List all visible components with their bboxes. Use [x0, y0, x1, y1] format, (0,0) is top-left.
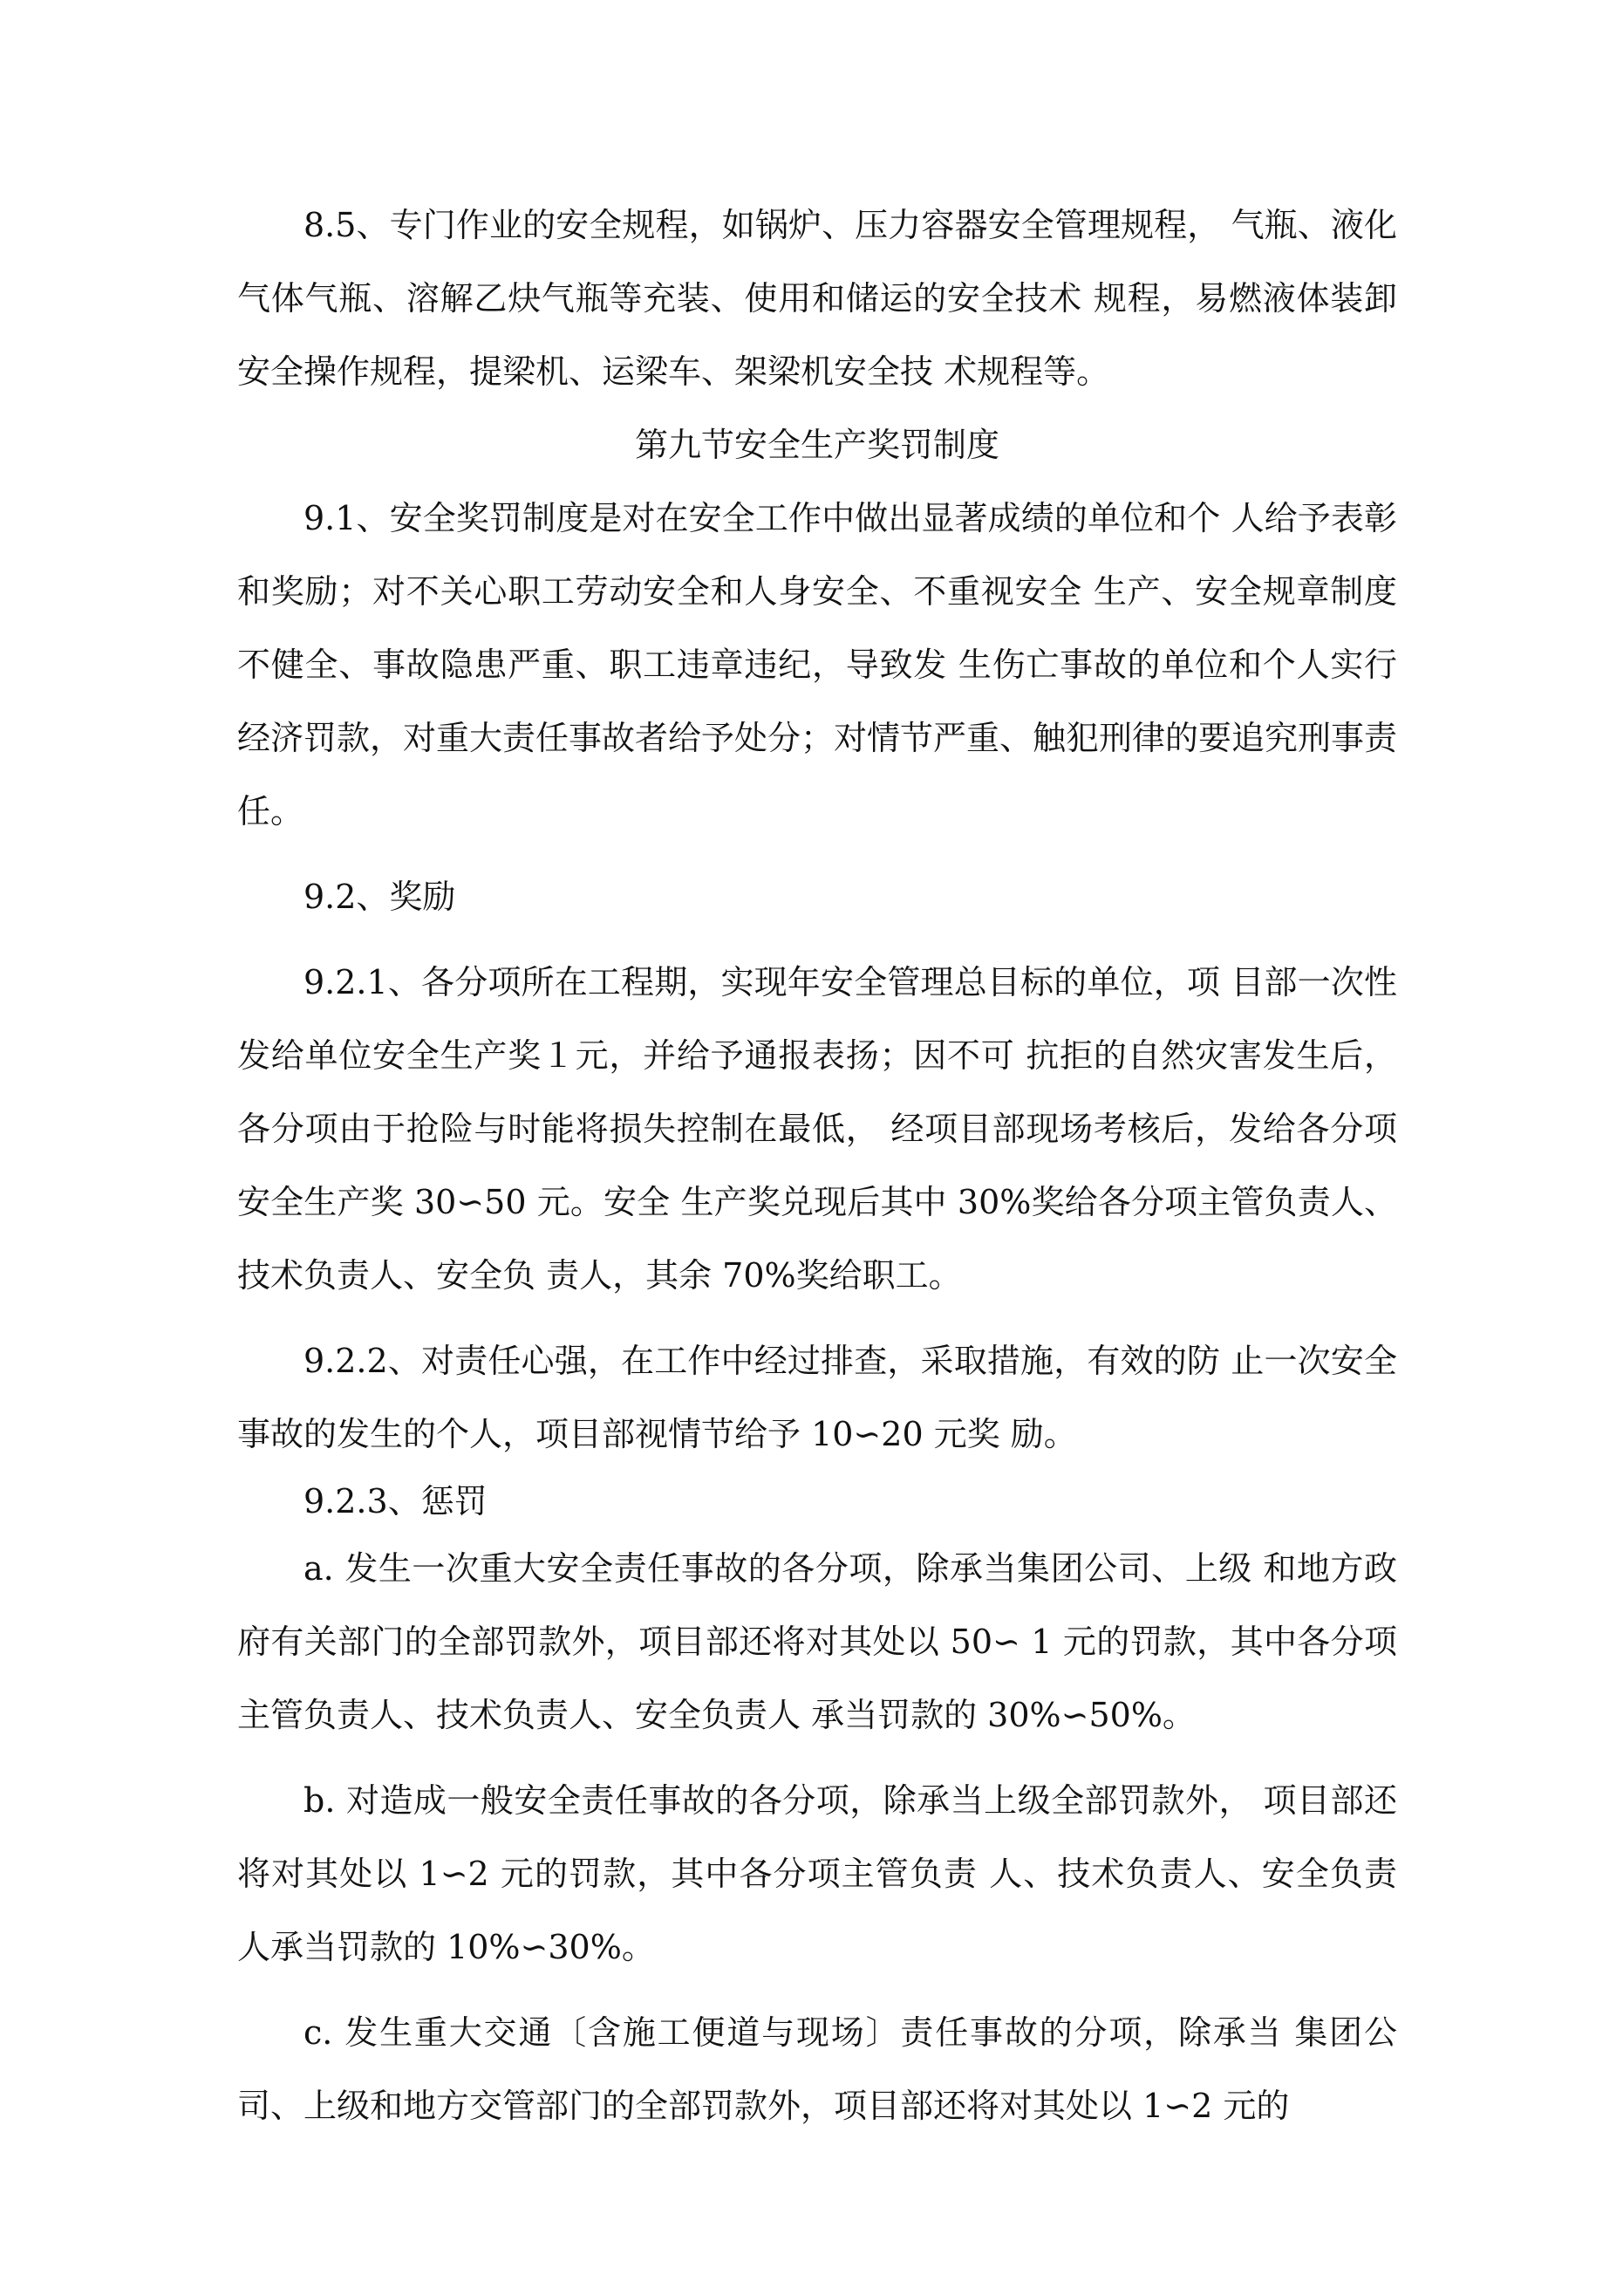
section-heading: 第九节安全生产奖罚制度 [634, 426, 999, 464]
paragraph-8-5: 8.5、专门作业的安全规程，如锅炉、压力容器安全管理规程， 气瓶、液化气体气瓶、溶解乙炔气瓶等充装、使用和储运的安全技术 规程，易燃液体装卸安全操作规程，提梁机、运梁车、架梁机安全技 术规程等。 [237, 206, 1397, 391]
paragraph-9-2-3: 9.2.3、惩罚 [303, 1482, 488, 1520]
paragraph-9-2: 9.2、奖励 [303, 878, 456, 916]
paragraph-9-2-1: 9.2.1、各分项所在工程期，实现年安全管理总目标的单位，项 目部一次性发给单位安全生产奖１元，并给予通报表扬；因不可 抗拒的自然灾害发生后，各分项由于抢险与时能将损失控制在最低， 经项目部现场考核后，发给各分项安全生产奖 30∽50 元。安全 生产奖兑现后其中 30%奖给各分项主管负责人、技术负责人、安全负 责人，其余 70%奖给职工。 [237, 963, 1397, 1295]
paragraph-9-1: 9.1、安全奖罚制度是对在安全工作中做出显著成绩的单位和个 人给予表彰和奖励；对不关心职工劳动安全和人身安全、不重视安全 生产、安全规章制度不健全、事故隐患严重、职工违章违纪，导致发 生伤亡事故的单位和个人实行经济罚款，对重大责任事故者给予处分；对情节严重、触犯刑律的要追究刑事责任。 [237, 499, 1398, 830]
paragraph-9-2-2: 9.2.2、对责任心强，在工作中经过排查，采取措施，有效的防 止一次安全事故的发生的个人，项目部视情节给予 10∽20 元奖 励。 [237, 1342, 1397, 1453]
document-body [237, 188, 1397, 2142]
paragraph-c: c. 发生重大交通〔含施工便道与现场〕责任事故的分项，除承当 集团公司、上级和地方交管部门的全部罚款外，项目部还将对其处以 1∽2 元的 [237, 2013, 1397, 2125]
paragraph-b: b. 对造成一般安全责任事故的各分项，除承当上级全部罚款外， 项目部还将对其处以 1∽2 元的罚款，其中各分项主管负责 人、技术负责人、安全负责人承当罚款的 10%∽30%。 [237, 1781, 1397, 1966]
paragraph-a: a. 发生一次重大安全责任事故的各分项，除承当集团公司、上级 和地方政府有关部门的全部罚款外，项目部还将对其处以 50∽ 1 元的罚款，其中各分项主管负责人、技术负责人、安全负责人 承当罚款的 30%∽50%。 [237, 1549, 1397, 1734]
